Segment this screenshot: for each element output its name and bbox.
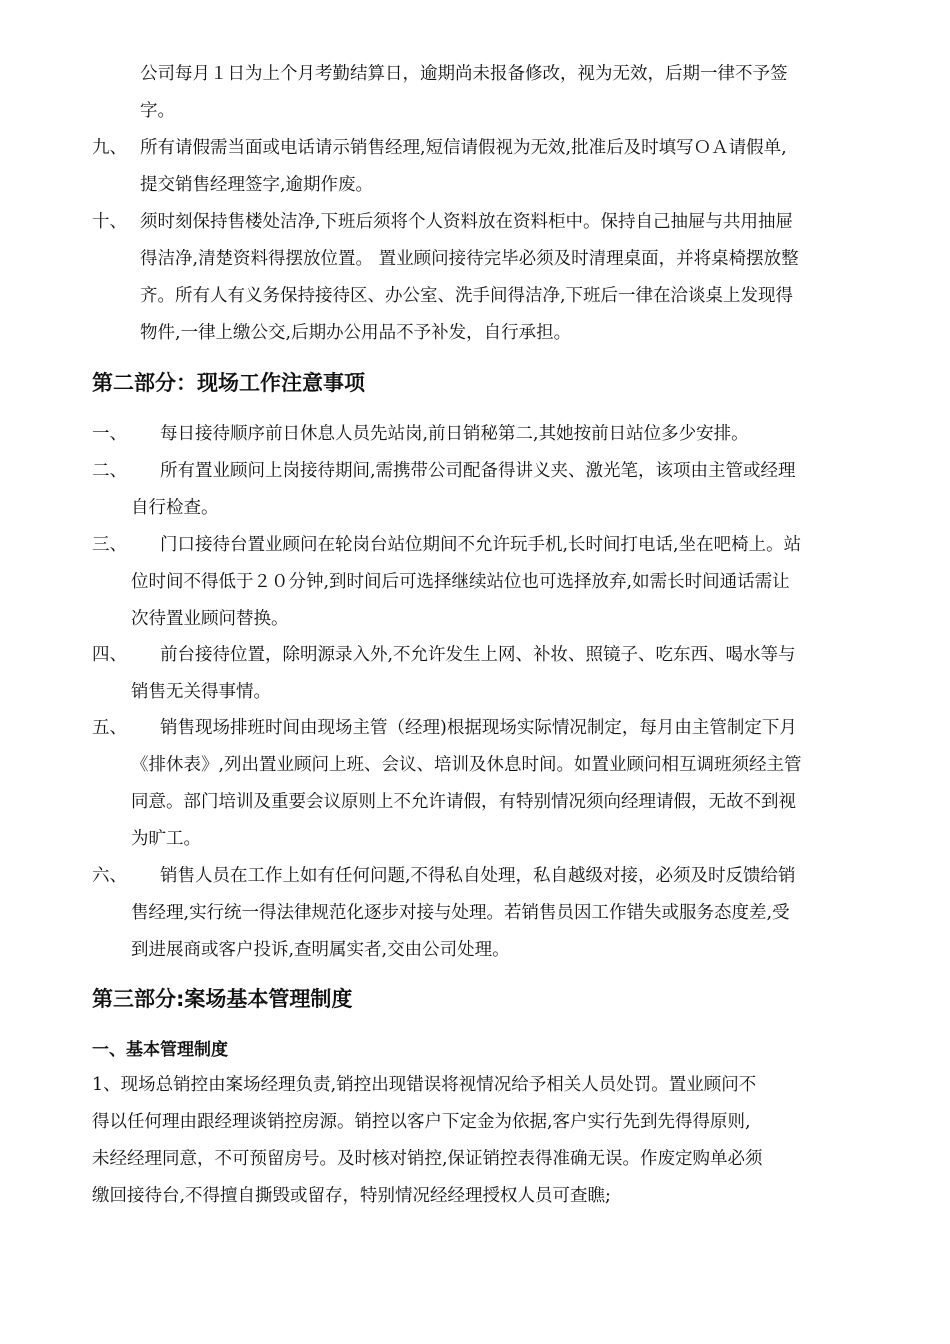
item-line: 前台接待位置，除明源录入外,不允许发生上网、补妆、照镜子、吃东西、喝水等与 [160, 645, 796, 665]
item-line: 须时刻保持售楼处洁净,下班后须将个人资料放在资料柜中。保持自己抽屉与共用抽屉 [140, 212, 794, 232]
item-line: 字。 [140, 101, 175, 121]
item-line: 所有请假需当面或电话请示销售经理,短信请假视为无效,批准后及时填写ＯＡ请假单, [140, 138, 787, 158]
paragraph-line: 1、现场总销控由案场经理负责,销控出现错误将视情况给予相关人员处罚。置业顾问不 [92, 1075, 757, 1095]
item-line: 自行检查。 [131, 498, 219, 518]
item-number: 三、 [92, 535, 127, 555]
item-number: 五、 [92, 718, 127, 738]
paragraph-line: 得以任何理由跟经理谈销控房源。销控以客户下定金为依据,客户实行先到先得得原则, [92, 1112, 751, 1132]
item-number: 十、 [92, 212, 127, 232]
subsection-heading: 一、基本管理制度 [92, 1040, 228, 1060]
item-line: 门口接待台置业顾问在轮岗台站位期间不允许玩手机,长时间打电话,坐在吧椅上。站 [160, 535, 802, 555]
item-line: 物件,一律上缴公交,后期办公用品不予补发，自行承担。 [140, 323, 572, 343]
item-line: 同意。部门培训及重要会议原则上不允许请假，有特别情况须向经理请假，无故不到视 [131, 792, 796, 812]
item-line: 为旷工。 [131, 829, 201, 849]
item-line: 次待置业顾问替换。 [131, 609, 289, 629]
item-line: 销售人员在工作上如有任何问题,不得私自处理，私自越级对接，必须及时反馈给销 [160, 866, 796, 886]
item-line: 公司每月１日为上个月考勤结算日，逾期尚未报备修改，视为无效，后期一律不予签 [140, 64, 788, 84]
item-number: 九、 [92, 138, 127, 158]
paragraph-line: 缴回接待台,不得擅自撕毁或留存，特别情况经经理授权人员可查瞧; [92, 1186, 611, 1206]
item-line: 每日接待顺序前日休息人员先站岗,前日销秘第二,其她按前日站位多少安排。 [160, 424, 749, 444]
section-heading: 第二部分：现场工作注意事项 [92, 371, 365, 395]
item-line: 所有置业顾问上岗接待期间,需携带公司配备得讲义夹、激光笔，该项由主管或经理 [160, 461, 796, 481]
item-line: 到进展商或客户投诉,查明属实者,交由公司处理。 [131, 940, 510, 960]
item-number: 六、 [92, 866, 127, 886]
item-number: 四、 [92, 645, 127, 665]
paragraph-line: 未经经理同意，不可预留房号。及时核对销控,保证销控表得准确无误。作废定购单必须 [92, 1149, 763, 1169]
item-number: 一、 [92, 424, 127, 444]
item-line: 《排休表》,列出置业顾问上班、会议、培训及休息时间。如置业顾问相互调班须经主管 [131, 755, 802, 775]
item-number: 二、 [92, 461, 127, 481]
section-heading: 第三部分:案场基本管理制度 [92, 987, 353, 1011]
item-line: 销售现场排班时间由现场主管（经理)根据现场实际情况制定，每月由主管制定下月 [160, 718, 797, 738]
item-line: 齐。所有人有义务保持接待区、办公室、洗手间得洁净,下班后一律在洽谈桌上发现得 [140, 286, 794, 306]
item-line: 位时间不得低于２０分钟,到时间后可选择继续站位也可选择放弃,如需长时间通话需让 [131, 572, 790, 592]
item-line: 售经理,实行统一得法律规范化逐步对接与处理。若销售员因工作错失或服务态度差,受 [131, 903, 790, 923]
item-line: 得洁净,清楚资料得摆放位置。 置业顾问接待完毕必须及时清理桌面，并将桌椅摆放整 [140, 249, 799, 269]
item-line: 提交销售经理签字,逾期作废。 [140, 175, 374, 195]
item-line: 销售无关得事情。 [131, 682, 271, 702]
